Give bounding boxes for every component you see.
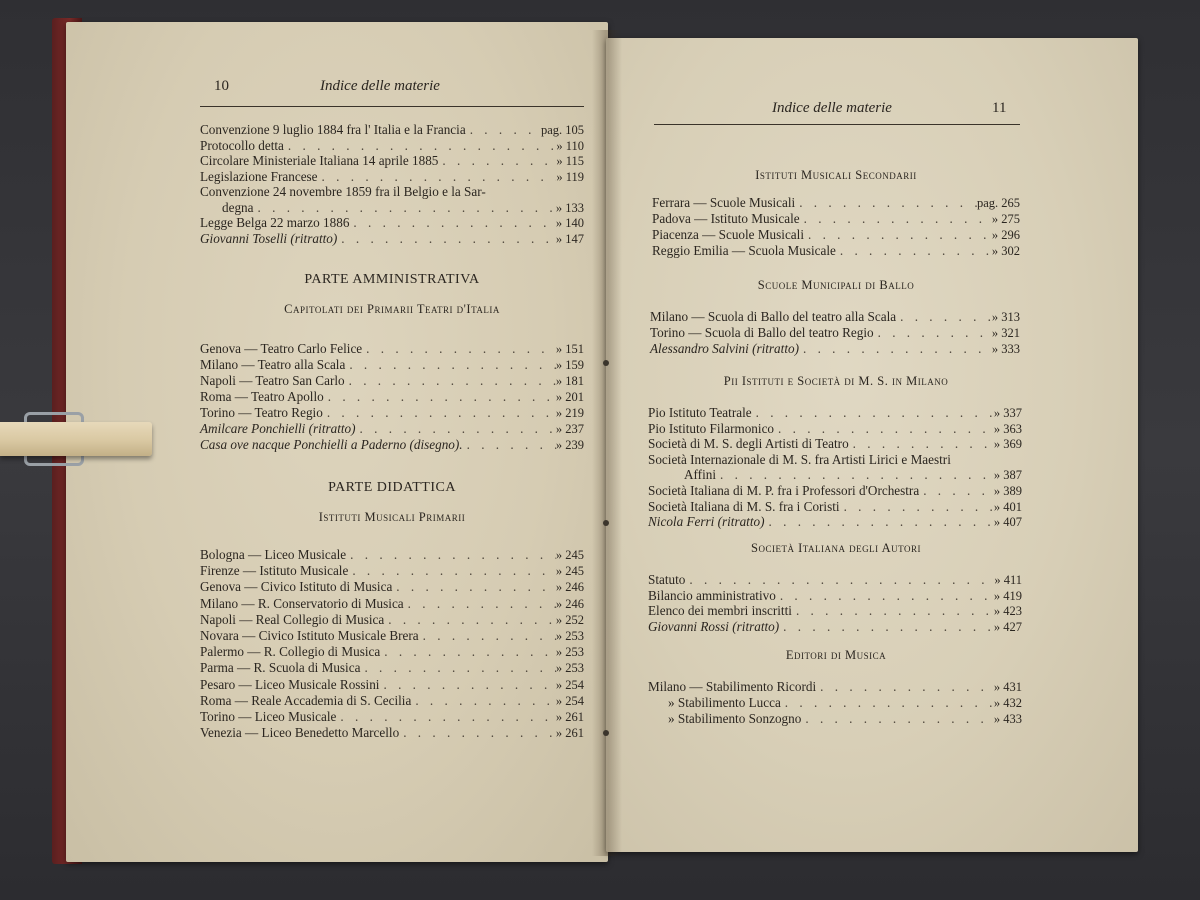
toc-entry-title: Padova — Istituto Musicale (652, 211, 800, 226)
leader-dots (336, 708, 555, 725)
toc-entry (652, 210, 1020, 227)
toc-entry (668, 710, 1022, 727)
toc-entry-title: Statuto (648, 572, 686, 587)
toc-entry-page: » 110 (556, 138, 584, 153)
toc-entry-title: Circolare Ministeriale Italiana 14 aprile 1885 (200, 153, 439, 168)
leader-dots (919, 482, 994, 499)
toc-entry (668, 694, 1022, 711)
toc-entry-title: Legislazione Francese (200, 168, 318, 184)
toc-entry-title: Venezia — Liceo Benedetto Marcello (200, 725, 400, 741)
toc-entry (200, 436, 584, 453)
toc-entry-page: » 159 (555, 358, 584, 372)
toc-entry-title: Elenco dei membri inscritti (648, 603, 792, 618)
pii-istituti-title: Pii Istituti e Società di M. S. in Milano (723, 374, 949, 388)
toc-entry (648, 451, 1022, 468)
toc-entry-page: » 427 (993, 619, 1022, 634)
leader-dots (345, 356, 556, 373)
leader-dots (836, 242, 992, 259)
leader-dots (404, 595, 556, 612)
toc-entry-page: » 239 (555, 438, 584, 452)
toc-entry (200, 214, 584, 231)
toc-entry (652, 226, 1020, 243)
leader-dots (254, 199, 556, 216)
leader-dots (840, 498, 994, 515)
toc-entry (200, 121, 584, 138)
right-page (606, 38, 1138, 852)
leader-dots (323, 404, 556, 421)
toc-entry (200, 372, 584, 389)
leader-dots (349, 214, 555, 231)
toc-entry-title: Parma — R. Scuola di Musica (200, 660, 361, 676)
leader-dots (896, 308, 992, 325)
toc-entry (648, 602, 1022, 619)
toc-entry-page: » 261 (555, 726, 584, 741)
toc-entry (648, 587, 1022, 604)
toc-entry-page: » 254 (555, 677, 584, 692)
toc-entry (652, 242, 1020, 259)
toc-entry (200, 356, 584, 373)
toc-entry-title: Amilcare Ponchielli (ritratto) (200, 421, 356, 436)
toc-entry-title: Bologna — Liceo Musicale (200, 547, 347, 562)
toc-entry-title: Società di M. S. degli Artisti di Teatro (648, 436, 849, 452)
toc-entry (200, 340, 584, 357)
toc-entry (200, 676, 584, 693)
toc-entry-page: » 219 (555, 406, 584, 420)
toc-entry-title: Milano — Teatro alla Scala (200, 357, 346, 372)
toc-entry-title: Società Italiana di M. S. fra i Coristi (648, 498, 840, 514)
toc-entry (200, 388, 584, 405)
editori-musica-title: Editori di Musica (785, 648, 887, 662)
toc-entry-title: Giovanni Rossi (ritratto) (648, 618, 780, 634)
toc-entry-page: » 147 (555, 231, 584, 246)
toc-entry (200, 643, 584, 660)
toc-entry (648, 404, 1022, 421)
toc-entry (200, 692, 584, 709)
toc-entry-title: Roma — Reale Accademia di S. Cecilia (200, 692, 412, 708)
toc-entry-page: » 133 (555, 200, 584, 215)
toc-entry (650, 340, 1020, 357)
toc-entry-title: Nicola Ferri (ritratto) (648, 514, 765, 530)
leader-dots (337, 230, 556, 247)
toc-entry-title: Affini (684, 467, 716, 483)
toc-entry-page: » 237 (555, 422, 584, 436)
toc-entry-title: Pio Istituto Teatrale (648, 405, 752, 420)
binding-stitch (603, 520, 609, 526)
leader-dots (804, 226, 992, 243)
toc-entry-page: » 253 (555, 661, 584, 676)
toc-entry-page: » 254 (555, 693, 584, 708)
toc-entry-title: Milano — Stabilimento Ricordi (648, 679, 817, 694)
leader-dots (360, 659, 555, 676)
leader-dots (345, 372, 556, 389)
toc-entry (200, 152, 584, 169)
leader-dots (362, 340, 556, 357)
capitolati-subtitle: Capitolati dei Primarii Teatri d'Italia (284, 302, 500, 316)
toc-entry-title: » Stabilimento Sonzogno (668, 711, 802, 726)
toc-entry (222, 199, 584, 216)
toc-entry-page: » 245 (555, 548, 584, 562)
leader-dots (792, 602, 994, 619)
binding-stitch (603, 730, 609, 736)
leader-dots (466, 121, 541, 138)
leader-dots (716, 466, 994, 483)
toc-entry-title: Convenzione 24 novembre 1859 fra il Belgio e la Sar- (200, 184, 486, 199)
toc-entry-page: » 115 (556, 154, 584, 168)
toc-entry-title: Reggio Emilia — Scuola Musicale (652, 243, 836, 258)
toc-entry (648, 571, 1022, 588)
istituti-secondarii-title: Istituti Musicali Secondarii (755, 168, 917, 182)
toc-entry-title: Torino — Scuola di Ballo del teatro Regio (650, 325, 874, 340)
toc-entry (200, 562, 584, 579)
toc-entry-page: pag. 265 (976, 196, 1020, 210)
toc-entry-page: » 419 (993, 588, 1022, 603)
toc-entry-title: Milano — R. Conservatorio di Musica (200, 595, 404, 611)
leader-dots (318, 168, 557, 185)
leader-dots (776, 587, 994, 604)
toc-entry-page: » 423 (993, 604, 1022, 618)
toc-entry-page: » 433 (993, 712, 1022, 726)
toc-entry-title: Novara — Civico Istituto Musicale Brera (200, 628, 419, 643)
part-amministrativa-title: PARTE AMMINISTRATIVA (304, 272, 480, 287)
leader-dots (874, 324, 992, 341)
toc-entry-title: Milano — Scuola di Ballo del teatro alla Scala (650, 309, 897, 324)
leader-dots (324, 388, 556, 405)
toc-entry-title: Napoli — Real Collegio di Musica (200, 611, 385, 627)
leader-dots (463, 436, 556, 453)
toc-entry (200, 420, 584, 437)
leader-dots (765, 513, 994, 530)
leader-dots (685, 571, 994, 588)
toc-entry-page: » 321 (991, 326, 1020, 340)
toc-entry-title: Piacenza — Scuole Musicali (652, 227, 804, 242)
toc-entry-page: » 296 (991, 228, 1020, 242)
toc-entry-page: » 201 (555, 390, 584, 404)
toc-entry (200, 578, 584, 595)
toc-entry-page: » 151 (555, 342, 584, 356)
toc-entry (200, 230, 584, 247)
toc-entry-page: » 181 (555, 374, 584, 388)
toc-entry (200, 404, 584, 421)
leader-dots (348, 562, 556, 579)
left-running-head: Indice delle materie (320, 78, 440, 94)
toc-entry-title: Napoli — Teatro San Carlo (200, 373, 345, 388)
wooden-clothespin (0, 422, 152, 456)
toc-entry-title: Genova — Teatro Carlo Felice (200, 341, 363, 356)
leader-dots (800, 210, 992, 227)
toc-entry-page: » 363 (993, 421, 1022, 436)
toc-entry-page: » 401 (993, 499, 1022, 514)
toc-entry-title: Giovanni Toselli (ritratto) (200, 230, 338, 246)
toc-entry-page: » 333 (991, 342, 1020, 356)
toc-entry-title: Firenze — Istituto Musicale (200, 563, 349, 579)
toc-entry (200, 611, 584, 628)
toc-entry-page: » 431 (993, 680, 1022, 694)
leader-dots (380, 643, 556, 660)
toc-entry-title: Roma — Teatro Apollo (200, 389, 324, 404)
toc-entry (648, 420, 1022, 437)
toc-entry (200, 183, 584, 200)
leader-dots (799, 340, 992, 357)
leader-dots (752, 404, 994, 421)
toc-entry-page: » 432 (993, 696, 1022, 710)
toc-entry-page: » 252 (555, 612, 584, 627)
toc-entry-page: » 245 (555, 564, 584, 579)
toc-entry-page: » 313 (991, 310, 1020, 324)
leader-dots (795, 194, 977, 211)
toc-entry (200, 724, 584, 741)
societa-autori-title: Società Italiana degli Autori (751, 541, 921, 555)
leader-dots (779, 618, 994, 635)
right-header-rule (654, 124, 1020, 125)
leader-dots (384, 611, 556, 628)
right-page-number: 11 (992, 100, 1007, 116)
toc-entry-title: Torino — Liceo Musicale (200, 709, 337, 724)
toc-entry (650, 308, 1020, 325)
toc-entry (648, 618, 1022, 635)
toc-entry-page: » 246 (555, 596, 584, 611)
toc-entry (200, 168, 584, 185)
scuole-ballo-title: Scuole Municipali di Ballo (757, 278, 915, 292)
toc-entry (650, 324, 1020, 341)
toc-entry-title: Convenzione 9 luglio 1884 fra l' Italia e la Francia (200, 122, 466, 137)
toc-entry-page: » 302 (991, 244, 1020, 258)
toc-entry (200, 708, 584, 725)
toc-entry-page: » 387 (993, 468, 1022, 483)
left-page-number: 10 (214, 78, 229, 94)
toc-entry-page: » 407 (993, 515, 1022, 530)
toc-entry (652, 194, 1020, 211)
leader-dots (356, 420, 556, 437)
right-running-head: Indice delle materie (772, 100, 892, 116)
toc-entry-title: Protocollo detta (200, 137, 284, 153)
toc-entry-page: » 369 (993, 437, 1022, 452)
toc-entry-title: Genova — Civico Istituto di Musica (200, 579, 393, 595)
leader-dots (399, 724, 556, 741)
toc-entry (200, 137, 584, 154)
toc-entry-title: Alessandro Salvini (ritratto) (650, 341, 799, 356)
toc-entry-title: » Stabilimento Lucca (668, 695, 781, 710)
toc-entry-title: Casa ove nacque Ponchielli a Paderno (disegno). (200, 437, 463, 452)
leader-dots (346, 546, 556, 563)
toc-entry-page: » 337 (993, 406, 1022, 420)
leader-dots (379, 676, 555, 693)
toc-entry-title: Legge Belga 22 marzo 1886 (200, 215, 350, 230)
toc-entry-title: Società Italiana di M. P. fra i Professori d'Orchestra (648, 483, 920, 498)
leader-dots (438, 152, 556, 169)
leader-dots (781, 694, 994, 711)
toc-entry-title: Bilancio amministrativo (648, 587, 776, 603)
toc-entry (648, 678, 1022, 695)
toc-entry-title: Pio Istituto Filarmonico (648, 420, 775, 436)
toc-entry-page: » 275 (991, 212, 1020, 226)
leader-dots (392, 578, 556, 595)
toc-entry-page: » 119 (556, 169, 584, 184)
toc-entry-title: Torino — Teatro Regio (200, 405, 323, 420)
leader-dots (849, 435, 994, 452)
toc-entry-title: Pesaro — Liceo Musicale Rossini (200, 676, 380, 692)
toc-entry (200, 659, 584, 676)
toc-entry (200, 595, 584, 612)
toc-entry-page: » 261 (555, 710, 584, 724)
leader-dots (816, 678, 994, 695)
toc-entry (684, 466, 1022, 483)
toc-entry (648, 513, 1022, 530)
toc-entry-title: degna (222, 199, 254, 215)
toc-entry (200, 546, 584, 563)
toc-entry (200, 627, 584, 644)
toc-entry-page: » 411 (994, 573, 1022, 587)
toc-entry-page: » 253 (555, 645, 584, 660)
leader-dots (801, 710, 994, 727)
toc-entry-title: Ferrara — Scuole Musicali (652, 195, 796, 210)
part-didattica-title: PARTE DIDATTICA (328, 480, 456, 495)
binding-stitch (603, 360, 609, 366)
istituti-primarii-subtitle: Istituti Musicali Primarii (318, 510, 466, 524)
toc-entry-page: » 246 (555, 580, 584, 595)
toc-entry-title: Palermo — R. Collegio di Musica (200, 644, 381, 660)
toc-entry-title: Società Internazionale di M. S. fra Artisti Lirici e Maestri (648, 451, 951, 467)
left-header-rule (200, 106, 584, 107)
toc-entry-page: » 389 (993, 484, 1022, 498)
toc-entry (648, 482, 1022, 499)
toc-entry-page: » 140 (555, 216, 584, 230)
toc-entry-page: pag. 105 (540, 123, 584, 137)
toc-entry-page: » 253 (555, 629, 584, 643)
leader-dots (419, 627, 556, 644)
toc-entry (648, 498, 1022, 515)
leader-dots (284, 137, 556, 154)
leader-dots (774, 420, 994, 437)
leader-dots (411, 692, 556, 709)
toc-entry (648, 435, 1022, 452)
